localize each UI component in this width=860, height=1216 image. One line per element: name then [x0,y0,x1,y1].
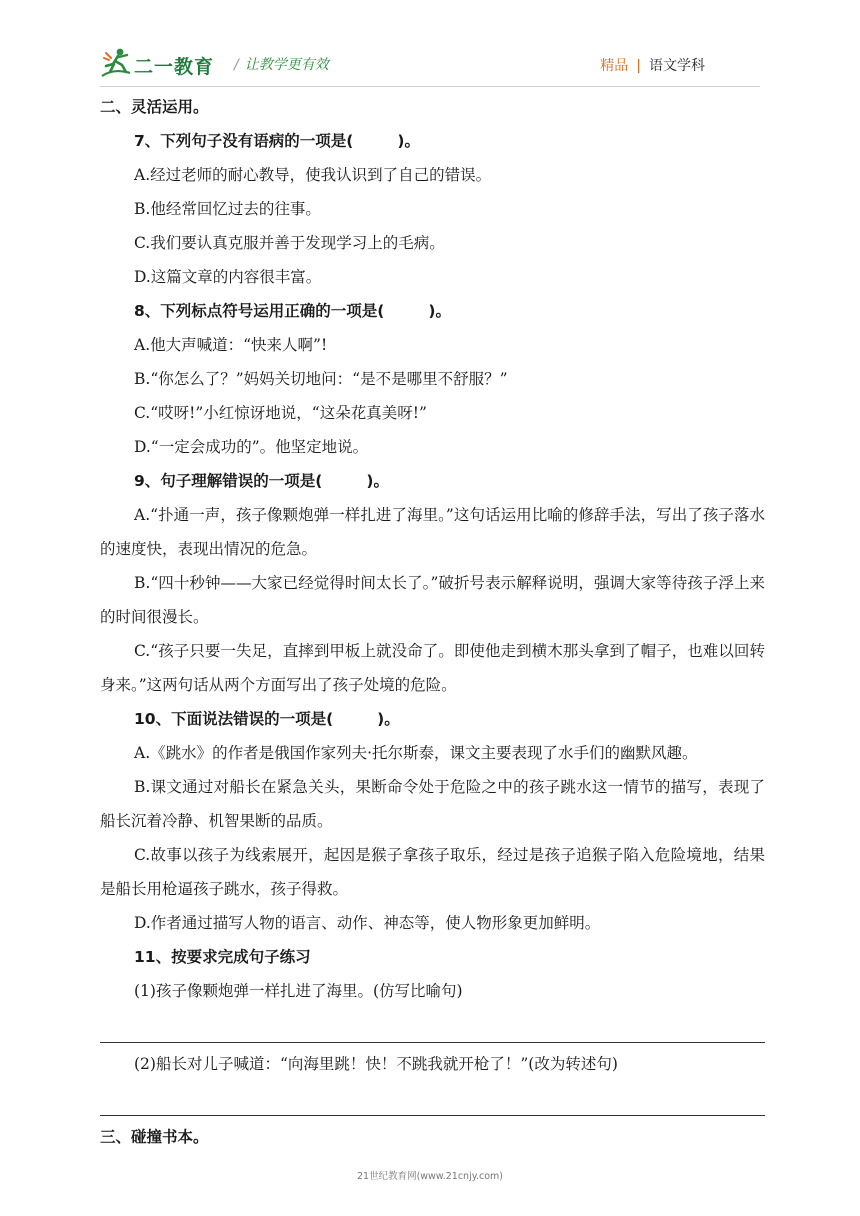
slogan-slash: / [234,57,239,73]
q9-option-a: A.“扑通一声，孩子像颗炮弹一样扎进了海里。”这句话运用比喻的修辞手法，写出了孩子落水的速度快，表现出情况的危急。 [100,506,765,558]
page-header [100,44,760,84]
q8-option-d: D.“一定会成功的”。他坚定地说。 [134,438,369,456]
page-footer: 21世纪教育网(www.21cnjy.com) [356,1171,503,1182]
q10-option-d: D.作者通过描写人物的语言、动作、神态等，使人物形象更加鲜明。 [134,914,601,932]
q7-option-c: C.我们要认真克服并善于发现学习上的毛病。 [134,234,445,252]
q10-option-a: A.《跳水》的作者是俄国作家列夫·托尔斯泰，课文主要表现了水手们的幽默风趣。 [134,744,698,762]
answer-line-1[interactable] [100,1042,765,1043]
answer-line-2[interactable] [100,1115,765,1116]
slogan-text: 让教学更有效 [244,57,329,73]
q8-option-b: B.“你怎么了？”妈妈关切地问：“是不是哪里不舒服？” [134,370,508,388]
question-11-title: 11、按要求完成句子练习 [134,948,311,966]
question-9-title: 9、句子理解错误的一项是( )。 [134,472,389,490]
q9-option-c: C.“孩子只要一失足，直摔到甲板上就没命了。即使他走到横木那头拿到了帽子，也难以回转身来。”这两句话从两个方面写出了孩子处境的危险。 [100,642,765,694]
q8-option-a: A.他大声喊道：“快来人啊”! [134,336,328,354]
q11-item-2: (2)船长对儿子喊道：“向海里跳！快！不跳我就开枪了！”(改为转述句) [134,1055,618,1073]
q8-option-c: C.“哎呀!”小红惊讶地说，“这朵花真美呀!” [134,404,427,422]
slogan [234,54,329,74]
q10-option-b: B.课文通过对船长在紧急关头，果断命令处于危险之中的孩子跳水这一情节的描写，表现了船长沉着冷静、机智果断的品质。 [100,778,765,830]
logo-text: 二一教育 [134,56,215,78]
quality-label: 精品 [600,58,629,74]
logo [100,44,230,84]
q10-option-c: C.故事以孩子为线索展开，起因是猴子拿孩子取乐，经过是孩子追猴子陷入危险境地，结果是船长用枪逼孩子跳水，孩子得救。 [100,846,765,898]
question-10-title: 10、下面说法错误的一项是( )。 [134,710,400,728]
document-body [100,90,765,1154]
section-3-title: 三、碰撞书本。 [100,1128,209,1146]
section-2-title: 二、灵活运用。 [100,98,209,116]
subject-label: 语文学科 [649,58,705,74]
question-8-title: 8、下列标点符号运用正确的一项是( )。 [134,302,451,320]
header-subject [600,55,705,75]
question-7-title: 7、下列句子没有语病的一项是( )。 [134,132,420,150]
header-divider [100,86,760,87]
q7-option-d: D.这篇文章的内容很丰富。 [134,268,322,286]
q9-option-b: B.“四十秒钟——大家已经觉得时间太长了。”破折号表示解释说明，强调大家等待孩子浮上来的时间很漫长。 [100,574,765,626]
q7-option-b: B.他经常回忆过去的往事。 [134,200,321,218]
runner-logo-icon [100,46,136,82]
q11-item-1: (1)孩子像颗炮弹一样扎进了海里。(仿写比喻句) [134,982,463,1000]
header-separator: | [636,58,641,74]
q7-option-a: A.经过老师的耐心教导，使我认识到了自己的错误。 [134,166,492,184]
